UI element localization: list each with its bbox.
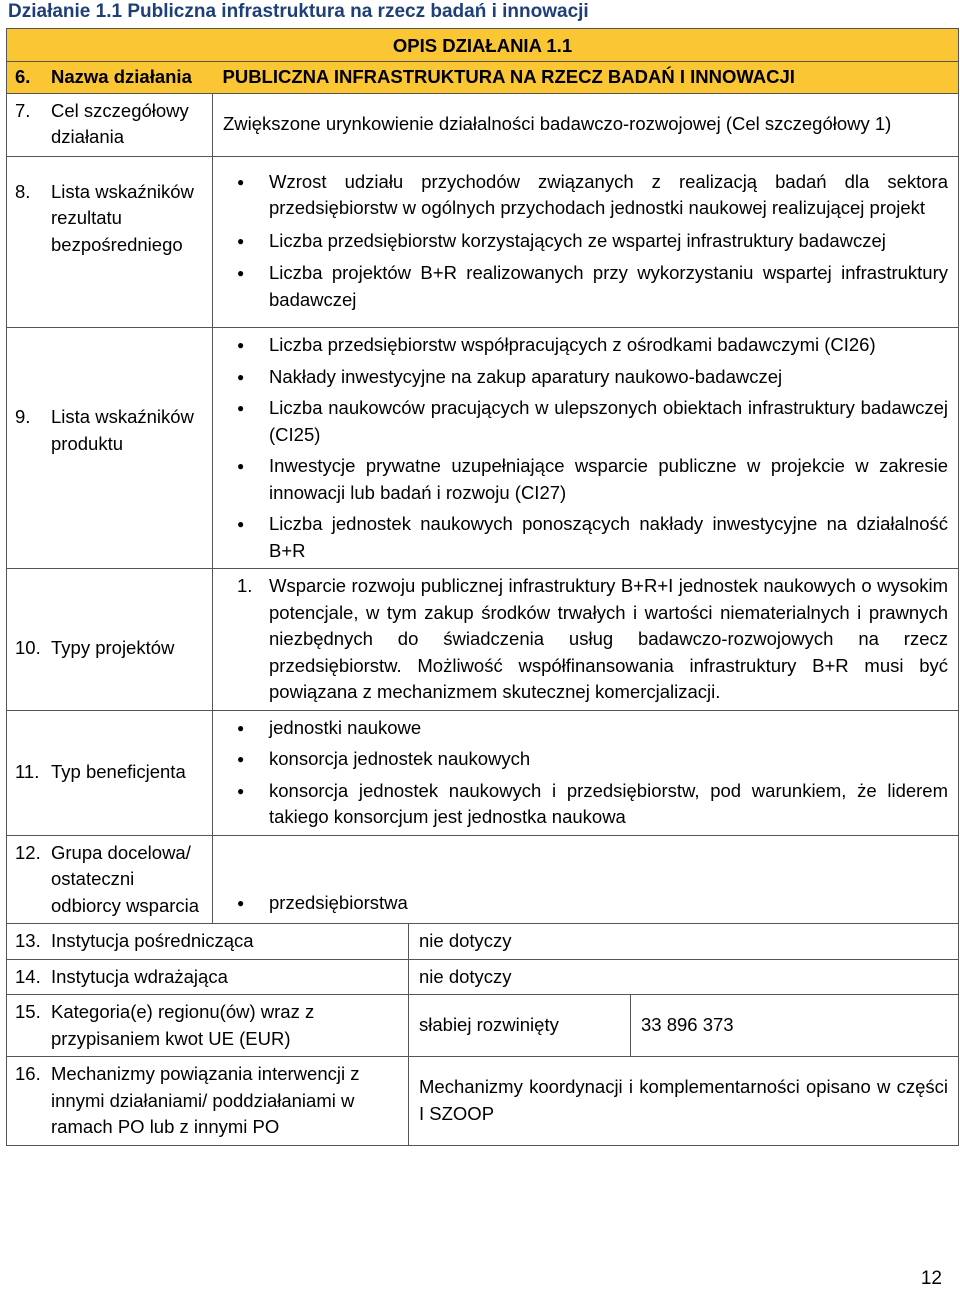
row-number: 6. [15,66,31,87]
row-12 [7,835,959,924]
row-label: Typ beneficjenta [51,760,186,782]
result-indicators-list [223,169,948,314]
row-number: 9. [15,406,31,427]
row-number: 13. [15,930,41,951]
implementing-institution-value: nie dotyczy [419,965,512,987]
page-number: 12 [920,1268,942,1289]
row-11 [7,710,959,835]
row-label: Grupa docelowa/ ostateczni odbiorcy wsparcia [51,841,200,916]
intermediate-institution-value: nie dotyczy [419,930,512,951]
row-7 [7,93,959,156]
table-title-row [7,29,959,62]
row-9 [7,328,959,569]
project-type-item [223,573,948,706]
row-14 [7,959,959,995]
row-label: Lista wskaźników rezultatu bezpośredniego [51,180,194,255]
list-item: ● przedsiębiorstwa [223,890,948,917]
table-title: OPIS DZIAŁANIA 1.1 [7,29,959,62]
row-number: 11. [15,760,40,782]
action-description-table [6,28,959,1146]
row-label: Typy projektów [51,637,175,658]
row-number: 12. [15,841,41,863]
beneficiary-types-list [223,715,948,831]
document-heading: Działanie 1.1 Publiczna infrastruktura na rzecz badań i innowacji [8,1,589,22]
region-category: słabiej rozwinięty [419,1014,559,1035]
action-name: PUBLICZNA INFRASTRUKTURA NA RZECZ BADAŃ I INNOWACJI [222,66,795,87]
row-label: Instytucja wdrażająca [51,965,228,987]
list-item: ● Liczba naukowców pracujących w ulepszonych obiektach infrastruktury badawczej (CI25) [223,395,948,448]
row-label: Cel szczegółowy działania [51,99,189,147]
row-label: Lista wskaźników produktu [51,406,194,454]
row-number: 15. [15,1001,41,1022]
row-16 [7,1057,959,1146]
item-number: 1. [237,575,253,596]
eu-amount: 33 896 373 [641,1014,734,1035]
row-10 [7,569,959,711]
row-number: 16. [15,1063,41,1084]
list-item: ● Inwestycje prywatne uzupełniające wsparcie publiczne w projekcie w zakresie innowacji lub badań i rozwoju (CI27) [223,453,948,506]
row-13 [7,924,959,960]
list-item: ● Liczba jednostek naukowych ponoszących nakłady inwestycyjne na działalność B+R [223,511,948,564]
list-item: ● Liczba projektów B+R realizowanych przy wykorzystaniu wspartej infrastruktury badawczej [223,260,948,313]
list-item: ● jednostki naukowe [223,715,948,742]
row-number: 7. [15,99,31,121]
list-item: ● Wzrost udziału przychodów związanych z realizacją badań dla sektora przedsiębiorstw w ogólnych przychodach jednostki naukowej realizującej projekt [223,169,948,222]
coordination-mechanisms: Mechanizmy koordynacji i komplementarności opisano w części I SZOOP [419,1076,949,1124]
row-label: Kategoria(e) regionu(ów) wraz z przypisaniem kwot UE (EUR) [51,1001,315,1049]
row-number: 10. [15,637,41,658]
row-8 [7,156,959,328]
list-item: ● konsorcja jednostek naukowych [223,746,948,773]
target-group-list [223,890,948,917]
row-6 [7,62,959,94]
row-label: Instytucja pośrednicząca [51,930,254,951]
list-item: ● konsorcja jednostek naukowych i przedsiębiorstw, pod warunkiem, że liderem takiego konsorcjum jest jednostka naukowa [223,778,948,831]
row-15 [7,995,959,1057]
project-type-text: Wsparcie rozwoju publicznej infrastruktury B+R+I jednostek naukowych o wysokim potencjale, w tym zakup środków trwałych i wartości niematerialnych i prawnych niezbędnych do świadczenia usług badawczo-rozwojowych na rzecz przedsiębiorstw. Możliwość współfinansowania infrastruktury B+R musi być powiązana z mechanizmem skutecznej komercjalizacji. [269,575,949,702]
row-number: 8. [15,180,31,202]
product-indicators-list [223,332,948,564]
list-item: ● Liczba przedsiębiorstw współpracujących z ośrodkami badawczymi (CI26) [223,332,948,359]
list-item: ● Liczba przedsiębiorstw korzystających ze wspartej infrastruktury badawczej [223,228,948,255]
row-label: Nazwa działania [51,66,192,87]
row-label: Mechanizmy powiązania interwencji z innymi działaniami/ poddziałaniami w ramach PO lub z innymi PO [51,1063,360,1137]
row-number: 14. [15,965,41,987]
specific-objective: Zwiększone urynkowienie działalności badawczo-rozwojowej (Cel szczegółowy 1) [223,112,892,134]
list-item: ● Nakłady inwestycyjne na zakup aparatury naukowo-badawczej [223,364,948,391]
